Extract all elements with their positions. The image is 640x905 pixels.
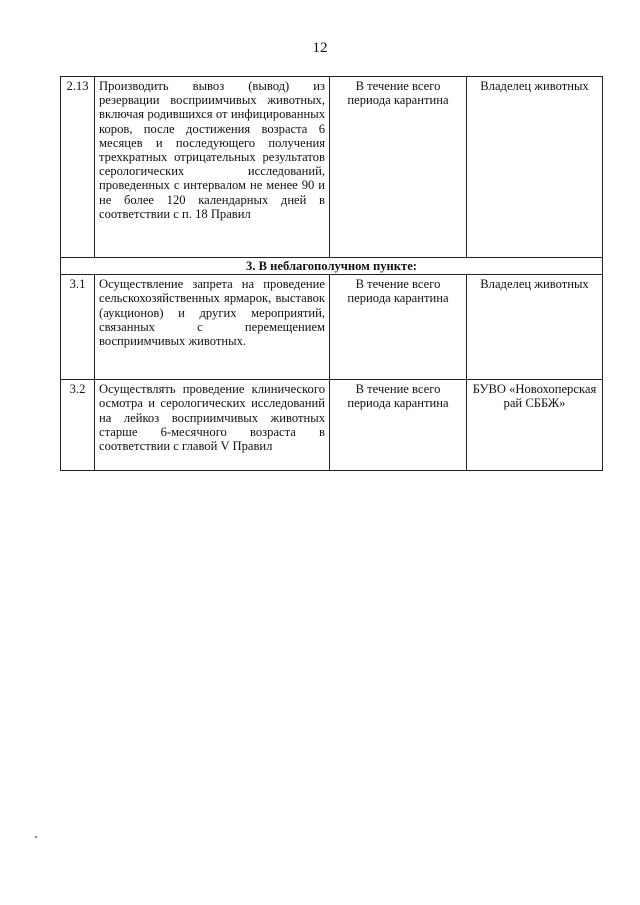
table-row <box>61 77 603 258</box>
quarantine-measures-table <box>60 76 603 471</box>
section-title: 3. В неблагополучном пункте: <box>61 258 603 275</box>
table-row <box>61 275 603 380</box>
scan-speck <box>35 836 37 838</box>
measure-responsible: Владелец животных <box>467 275 603 380</box>
row-number: 3.2 <box>61 380 95 471</box>
row-number: 2.13 <box>61 77 95 258</box>
measure-text: Осуществлять проведение клинического осмотра и серологических исследований на лейкоз восприимчивых животных старше 6-месячного возраста в соответствии с главой V Правил <box>95 380 330 471</box>
page-number: 12 <box>312 40 328 56</box>
measure-text: Производить вывоз (вывод) из резервации восприимчивых животных, включая родившихся от инфицированных коров, после достижения возраста 6 месяцев и последующего получения трехкратных отрицательных результатов серологических исследований, проведенных с интервалом не менее 90 и не более 120 календарных дней в соответствии с п. 18 Правил <box>95 77 330 258</box>
section-header-row <box>61 258 603 275</box>
measure-responsible: БУВО «Новохоперская рай СББЖ» <box>467 380 603 471</box>
measure-term: В течение всего периода карантина <box>330 77 467 258</box>
measure-term: В течение всего периода карантина <box>330 380 467 471</box>
table-row <box>61 380 603 471</box>
measure-term: В течение всего периода карантина <box>330 275 467 380</box>
measure-text: Осуществление запрета на проведение сельскохозяйственных ярмарок, выставок (аукционов) и других мероприятий, связанных с перемещением восприимчивых животных. <box>95 275 330 380</box>
row-number: 3.1 <box>61 275 95 380</box>
measure-responsible: Владелец животных <box>467 77 603 258</box>
